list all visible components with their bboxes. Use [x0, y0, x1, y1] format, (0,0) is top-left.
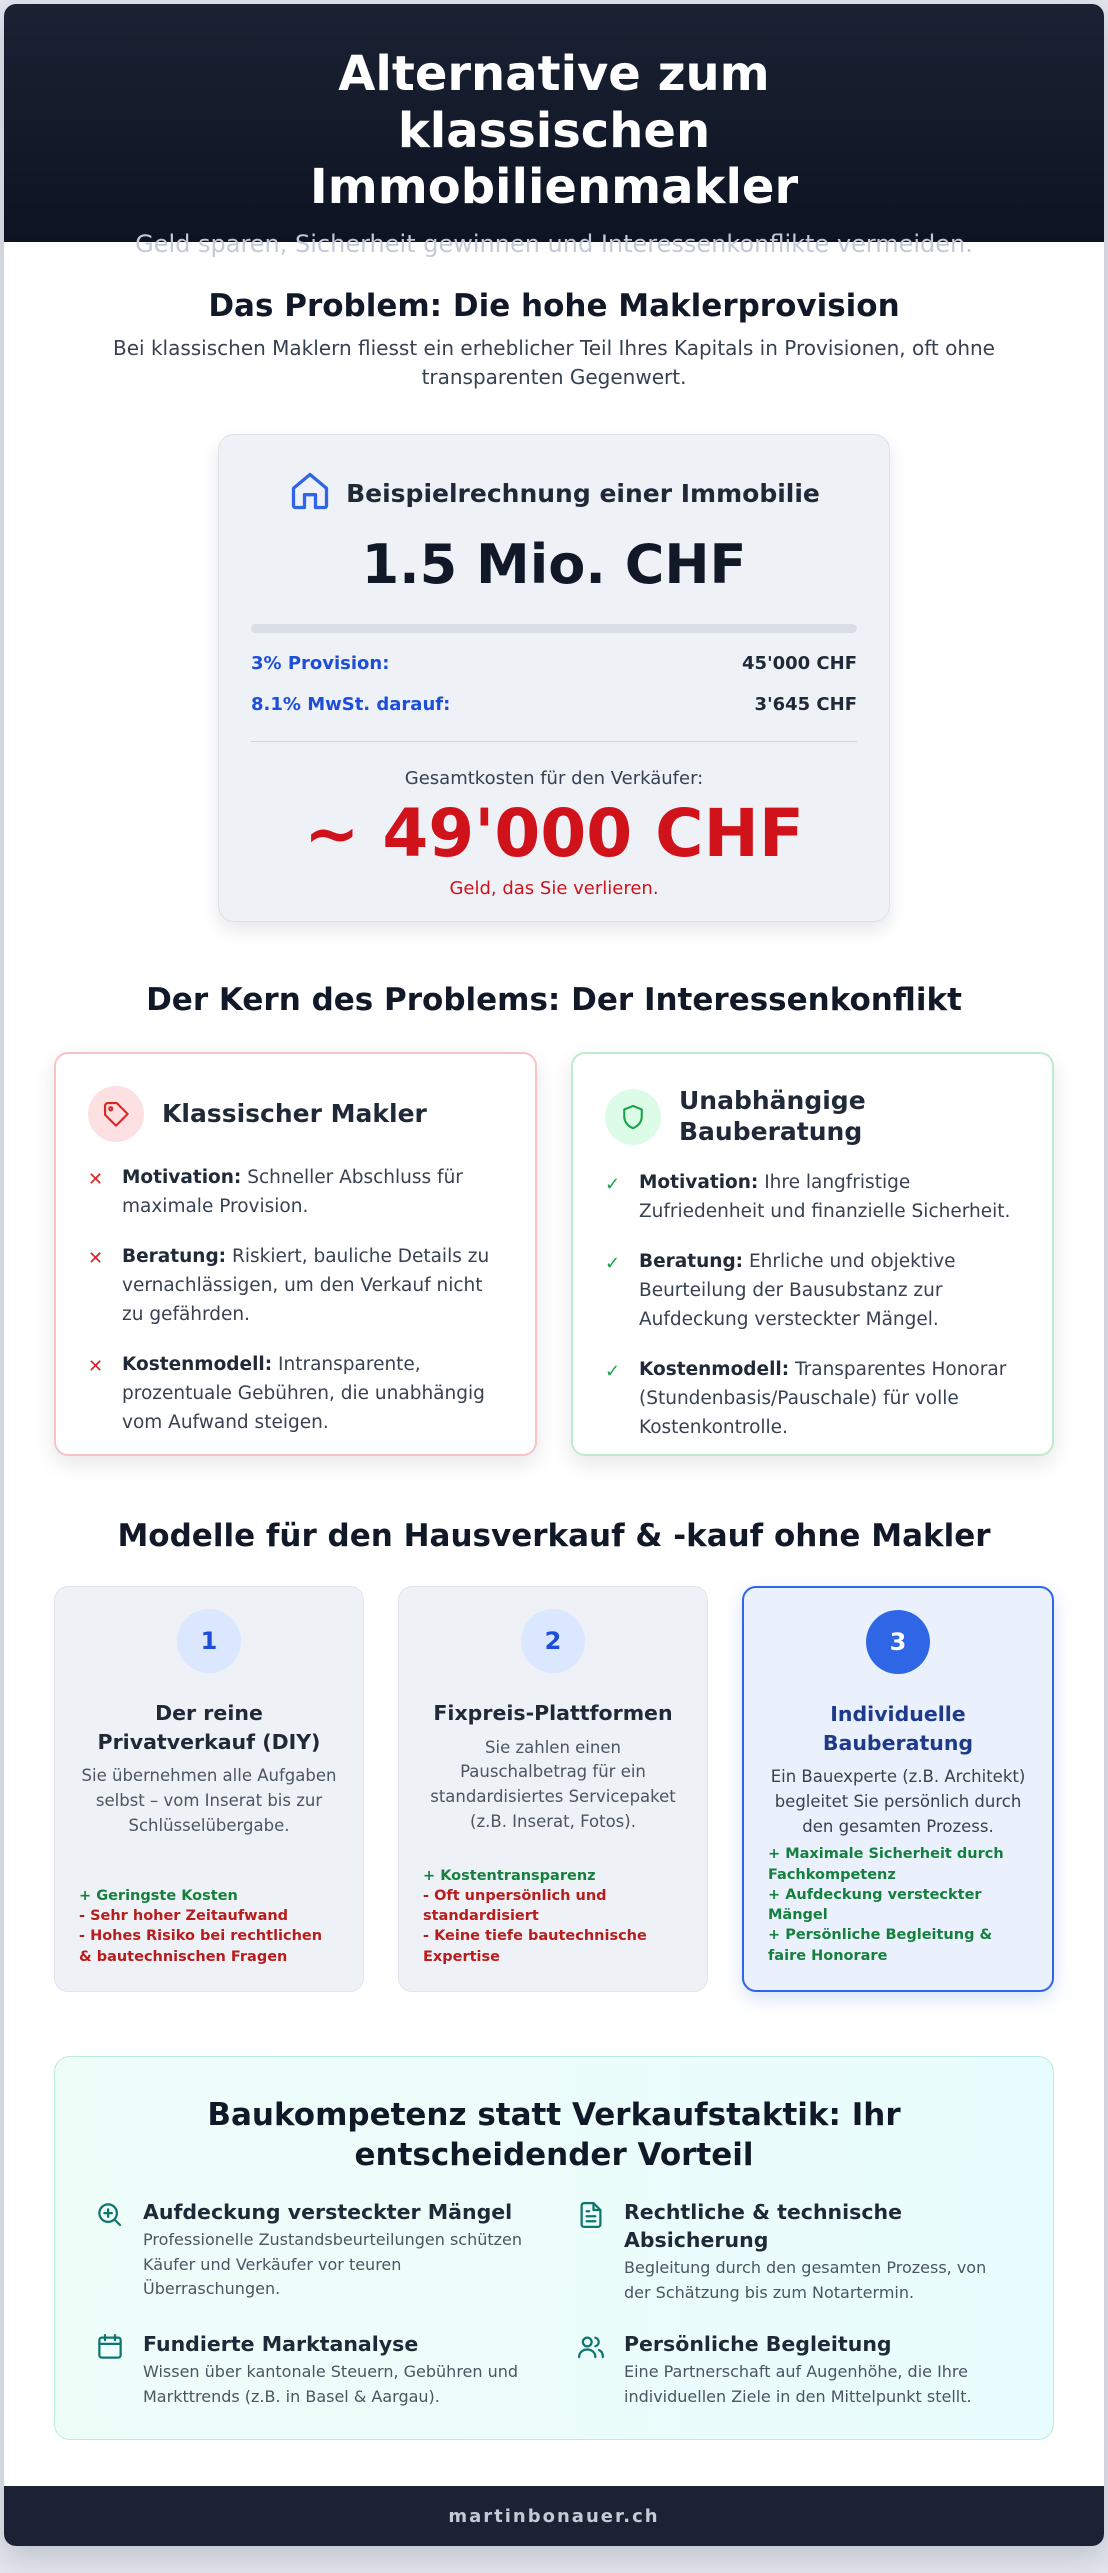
model-card-consulting — [742, 1586, 1054, 1992]
model-desc: Ein Bauexperte (z.B. Architekt) begleitet Sie persönlich durch den gesamten Prozess. — [770, 1767, 1026, 1836]
list-item — [605, 1248, 1020, 1334]
vat-label: 8.1% MwSt. darauf: — [251, 694, 451, 715]
model-pros-cons — [79, 1886, 339, 1991]
item-text: Intransparente, prozentuale Gebühren, die unabhängig vom Aufwand steigen. — [122, 1354, 485, 1433]
calculation-card — [218, 434, 890, 922]
feature-desc: Begleitung durch den gesamten Prozess, von der Schätzung bis zum Notartermin. — [624, 2258, 987, 2302]
users-icon — [576, 2330, 608, 2410]
model-title: Individuelle Bauberatung — [822, 1702, 974, 1755]
calendar-icon — [95, 2330, 127, 2410]
cross-icon: ✕ — [88, 1248, 104, 1270]
total-note: Geld, das Sie verlieren. — [449, 878, 659, 899]
model-pros-cons — [423, 1866, 683, 1991]
feature-desc: Professionelle Zustandsbeurteilungen schützen Käufer und Verkäufer vor teuren Überraschungen. — [143, 2229, 523, 2299]
cross-icon: ✕ — [88, 1356, 104, 1378]
advantage-box — [54, 2056, 1054, 2440]
infographic-page — [4, 4, 1104, 2546]
check-icon: ✓ — [605, 1253, 621, 1275]
model-number: 1 — [177, 1609, 241, 1673]
cross-icon: ✕ — [88, 1169, 104, 1190]
model-number: 3 — [866, 1610, 930, 1674]
model-card-diy — [54, 1586, 364, 1992]
problem-lead: Bei klassischen Maklern fliesst ein erheblicher Teil Ihres Kapitals in Provisionen, oft ohne transparenten Gegenwert. — [113, 336, 995, 389]
commission-label: 3% Provision: — [251, 653, 390, 674]
problem-section — [4, 242, 1104, 922]
shield-icon — [605, 1089, 661, 1145]
vat-value: 3'645 CHF — [754, 694, 857, 715]
item-text: Ihre langfristige Zufriedenheit und finanzielle Sicherheit. — [639, 1172, 1011, 1222]
model-pros-cons — [768, 1844, 1028, 1990]
pro-item: + Geringste Kosten — [79, 1887, 238, 1904]
problem-title: Das Problem: Die hohe Maklerprovision — [208, 288, 900, 324]
con-item: - Hohes Risiko bei rechtlichen & bautechnischen Fragen — [79, 1928, 323, 1965]
broker-title: Klassischer Makler — [162, 1098, 427, 1128]
feature-title: Persönliche Begleitung — [624, 2331, 892, 2356]
calculation-header — [251, 469, 857, 517]
broker-card — [54, 1052, 537, 1456]
advisor-card — [571, 1052, 1054, 1456]
check-icon: ✓ — [605, 1361, 621, 1383]
item-text: Riskiert, bauliche Details zu vernachlässigen, um den Verkauf nicht zu gefährden. — [122, 1246, 490, 1325]
feature-item — [95, 2198, 532, 2306]
home-icon — [288, 469, 332, 517]
pro-item: + Kostentransparenz — [423, 1867, 596, 1884]
pro-item: + Aufdeckung versteckter Mängel — [768, 1886, 982, 1924]
page-subtitle: Geld sparen, Sicherheit gewinnen und Interessenkonflikte vermeiden. — [135, 229, 973, 258]
feature-desc: Wissen über kantonale Steuern, Gebühren und Markttrends (z.B. in Basel & Aargau). — [143, 2362, 519, 2406]
advisor-title: Unabhängige Bauberatung — [679, 1086, 866, 1146]
item-label: Kostenmodell: — [122, 1354, 273, 1376]
item-label: Motivation: — [122, 1167, 242, 1188]
property-value: 1.5 Mio. CHF — [361, 533, 747, 596]
feature-title: Fundierte Marktanalyse — [143, 2331, 419, 2356]
model-card-fixed-price — [398, 1586, 708, 1992]
feature-item — [576, 2330, 1013, 2410]
model-desc: Sie übernehmen alle Aufgaben selbst – vom Inserat bis zur Schlüsselübergabe. — [81, 1766, 337, 1835]
conflict-title: Der Kern des Problems: Der Interessenkonflikt — [146, 982, 962, 1018]
feature-desc: Eine Partnerschaft auf Augenhöhe, die Ihre individuellen Ziele in den Mittelpunkt stellt. — [624, 2362, 972, 2406]
list-item — [88, 1351, 503, 1437]
commission-value: 45'000 CHF — [742, 653, 857, 674]
tag-icon — [88, 1086, 144, 1142]
pro-item: + Persönliche Begleitung & faire Honorare — [768, 1927, 993, 1964]
list-item — [88, 1164, 503, 1221]
check-icon: ✓ — [605, 1174, 621, 1195]
con-item: - Oft unpersönlich und standardisiert — [423, 1887, 607, 1925]
model-title: Der reine Privatverkauf (DIY) — [97, 1701, 321, 1754]
page-title: Alternative zum klassischen Immobilienmakler — [309, 46, 799, 216]
con-item: - Sehr hoher Zeitaufwand — [79, 1908, 289, 1925]
model-title: Fixpreis-Plattformen — [433, 1701, 673, 1725]
advantage-title: Baukompetenz statt Verkaufstaktik: Ihr entscheidender Vorteil — [207, 2097, 901, 2174]
item-label: Kostenmodell: — [639, 1359, 790, 1381]
total-value: ~ 49'000 CHF — [304, 795, 804, 872]
vat-row — [251, 694, 857, 715]
hero-header — [4, 4, 1104, 258]
commission-row — [251, 653, 857, 674]
footer — [4, 2486, 1104, 2546]
pro-item: + Maximale Sicherheit durch Fachkompetenz — [768, 1846, 1004, 1883]
total-label: Gesamtkosten für den Verkäufer: — [404, 768, 704, 789]
model-number: 2 — [521, 1609, 585, 1673]
item-label: Beratung: — [639, 1251, 744, 1273]
item-text: Schneller Abschluss für maximale Provision. — [122, 1167, 463, 1217]
models-title: Modelle für den Hausverkauf & -kauf ohne Makler — [117, 1518, 991, 1554]
footer-link[interactable]: martinbonauer.ch — [448, 2505, 660, 2527]
magnifier-plus-icon — [95, 2198, 127, 2306]
con-item: - Keine tiefe bautechnische Expertise — [423, 1928, 647, 1965]
feature-title: Aufdeckung versteckter Mängel — [143, 2199, 513, 2224]
list-item — [605, 1169, 1020, 1226]
item-text: Ehrliche und objektive Beurteilung der Bausubstanz zur Aufdeckung versteckter Mängel. — [639, 1251, 956, 1330]
list-item — [605, 1356, 1020, 1442]
divider — [251, 741, 857, 742]
model-desc: Sie zahlen einen Pauschalbetrag für ein standardisiertes Servicepaket (z.B. Inserat, Fotos). — [430, 1737, 676, 1831]
item-label: Motivation: — [639, 1172, 759, 1193]
document-icon — [576, 2198, 608, 2306]
feature-item — [95, 2330, 532, 2410]
feature-title: Rechtliche & technische Absicherung — [624, 2199, 903, 2252]
calculation-label: Beispielrechnung einer Immobilie — [346, 478, 820, 508]
list-item — [88, 1243, 503, 1329]
value-bar — [251, 624, 857, 633]
conflict-section — [4, 922, 1104, 1456]
feature-item — [576, 2198, 1013, 2306]
item-label: Beratung: — [122, 1246, 227, 1268]
item-text: Transparentes Honorar (Stundenbasis/Pauschale) für volle Kostenkontrolle. — [639, 1359, 1007, 1438]
models-section — [4, 1456, 1104, 1992]
